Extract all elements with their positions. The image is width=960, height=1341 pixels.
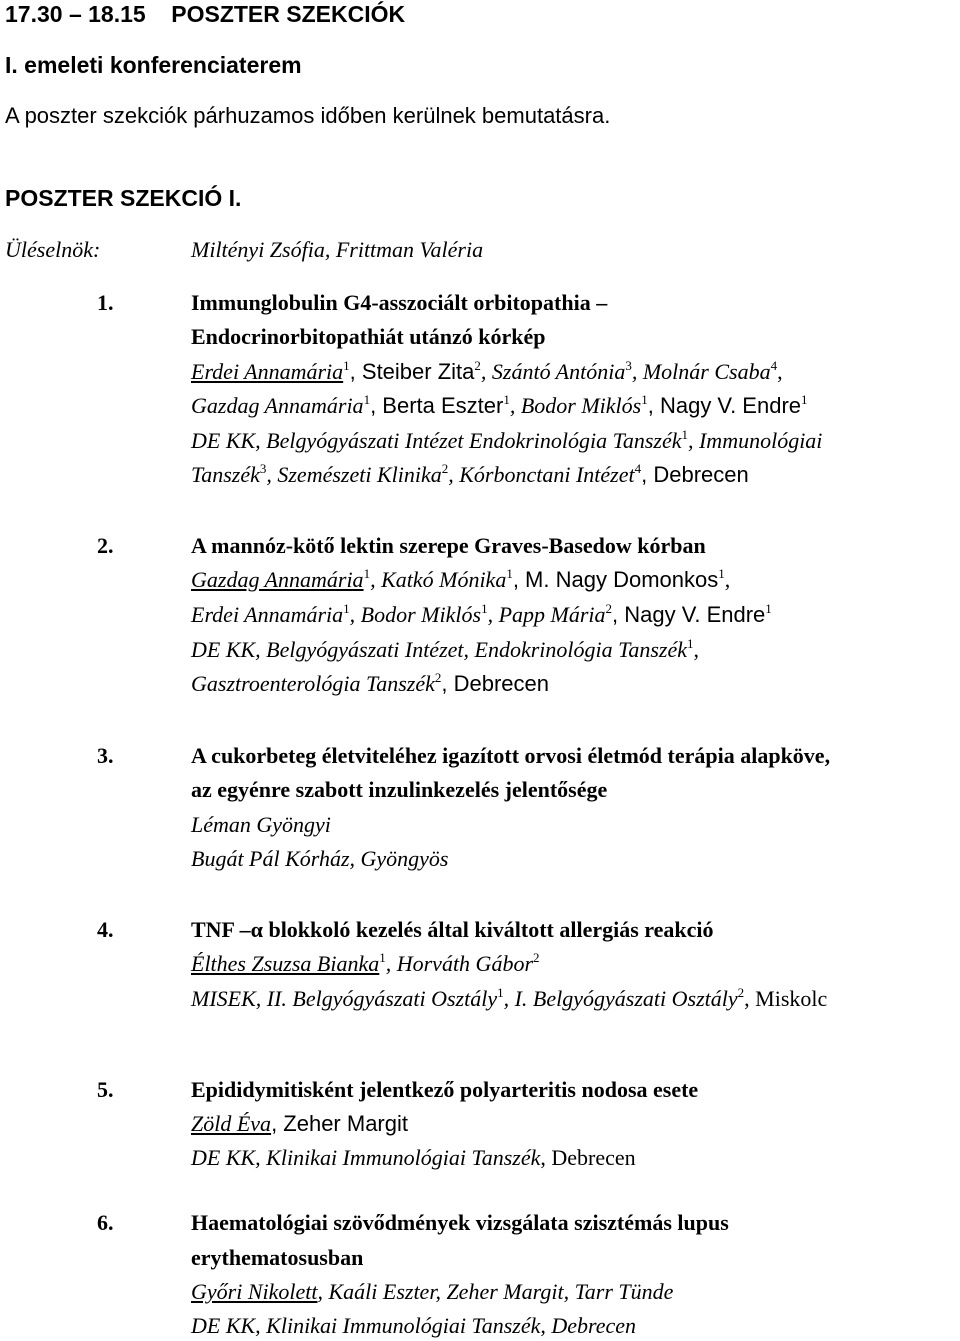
affiliation-index: 1 bbox=[363, 566, 371, 581]
text-segment: , Debrecen bbox=[540, 1145, 636, 1170]
text-segment: Tanszék bbox=[191, 462, 260, 487]
poster-authors bbox=[191, 601, 772, 627]
affiliation-index: 1 bbox=[681, 427, 688, 442]
affiliation-index: 1 bbox=[363, 392, 371, 407]
session-time-title bbox=[5, 3, 405, 26]
poster-authors bbox=[191, 1281, 673, 1303]
affiliation-index: 1 bbox=[497, 985, 504, 1000]
text-segment: , bbox=[693, 637, 699, 662]
poster-institution bbox=[191, 670, 549, 696]
poster-title: A cukorbeteg életviteléhez igazított orvosi életmód terápia alapköve, bbox=[191, 743, 831, 768]
text-segment: , Bodor Miklós bbox=[509, 393, 642, 418]
poster-institution bbox=[191, 636, 699, 662]
affiliation-index: 1 bbox=[686, 636, 694, 651]
poster-authors bbox=[191, 950, 540, 976]
poster-number: 3. bbox=[97, 743, 114, 768]
venue: I. emeleti konferenciaterem bbox=[5, 52, 302, 78]
affiliation-index: 2 bbox=[441, 461, 449, 476]
poster-authors bbox=[191, 1113, 408, 1135]
text-segment: , Szemészeti Klinika bbox=[266, 462, 442, 487]
text-segment: , Bodor Miklós bbox=[349, 602, 482, 627]
affiliation-index: 2 bbox=[474, 358, 481, 373]
poster-institution bbox=[191, 985, 828, 1011]
poster-institution bbox=[191, 1147, 636, 1169]
poster-institution: Bugát Pál Kórház, Gyöngyös bbox=[191, 846, 449, 871]
text-segment: , Katkó Mónika bbox=[370, 567, 507, 592]
text-segment: , Kórbonctani Intézet bbox=[448, 462, 635, 487]
poster-authors bbox=[191, 358, 783, 384]
poster-number: 1. bbox=[97, 290, 114, 315]
poster-title: Endocrinorbitopathiát utánzó kórkép bbox=[191, 324, 546, 349]
affiliation-index: 2 bbox=[434, 670, 442, 685]
text-segment: , Berta Eszter bbox=[370, 393, 504, 418]
affiliation-index: 1 bbox=[718, 566, 725, 581]
chairs-label: Üléselnök: bbox=[5, 237, 101, 262]
text-segment: , Debrecen bbox=[441, 671, 549, 696]
affiliation-index: 2 bbox=[533, 950, 540, 965]
text-segment: DE KK, Klinikai Immunológiai Tanszék bbox=[191, 1145, 541, 1170]
poster-title: Haematológiai szövődmények vizsgálata szisztémás lupus bbox=[191, 1210, 729, 1235]
text-segment: , M. Nagy Domonkos bbox=[512, 567, 719, 592]
affiliation-index: 1 bbox=[503, 392, 510, 407]
text-segment: , Steiber Zita bbox=[349, 359, 475, 384]
text-segment: , Nagy V. Endre bbox=[647, 393, 802, 418]
affiliation-index: 1 bbox=[343, 358, 350, 373]
text-segment: , Kaáli Eszter, Zeher Margit, Tarr Tünde bbox=[317, 1279, 674, 1304]
affiliation-index: 1 bbox=[379, 950, 386, 965]
text-segment: , bbox=[724, 567, 731, 592]
text-segment: Erdei Annamária bbox=[191, 602, 344, 627]
poster-institution: DE KK, Klinikai Immunológiai Tanszék, Debrecen bbox=[191, 1313, 637, 1338]
text-segment: Gazdag Annamária bbox=[191, 393, 364, 418]
presenting-author: Zöld Éva bbox=[191, 1111, 272, 1136]
text-segment: DE KK, Belgyógyászati Intézet, Endokrinológia Tanszék bbox=[191, 637, 687, 662]
affiliation-index: 3 bbox=[625, 358, 632, 373]
text-segment: , Nagy V. Endre bbox=[612, 602, 766, 627]
affiliation-index: 2 bbox=[605, 601, 613, 616]
affiliation-index: 2 bbox=[737, 985, 745, 1000]
poster-title: TNF –α blokkoló kezelés által kiváltott allergiás reakció bbox=[191, 917, 714, 942]
affiliation-index: 4 bbox=[634, 461, 642, 476]
affiliation-index: 3 bbox=[259, 461, 267, 476]
poster-authors bbox=[191, 392, 808, 418]
text-segment: DE KK, Belgyógyászati Intézet Endokrinológia Tanszék bbox=[191, 428, 682, 453]
affiliation-index: 1 bbox=[765, 601, 772, 616]
poster-title: az egyénre szabott inzulinkezelés jelentősége bbox=[191, 777, 608, 802]
text-segment: MISEK, II. Belgyógyászati Osztály bbox=[191, 986, 498, 1011]
poster-number: 4. bbox=[97, 917, 114, 942]
presenting-author: Gazdag Annamária bbox=[191, 567, 364, 592]
text-segment: , I. Belgyógyászati Osztály bbox=[503, 986, 738, 1011]
affiliation-index: 1 bbox=[481, 601, 488, 616]
poster-authors bbox=[191, 566, 731, 592]
text-segment: , bbox=[777, 359, 783, 384]
affiliation-index: 4 bbox=[770, 358, 778, 373]
text-segment: , Zeher Margit bbox=[271, 1111, 408, 1136]
session-note: A poszter szekciók párhuzamos időben kerülnek bemutatásra. bbox=[5, 103, 611, 128]
text-segment: , Papp Mária bbox=[487, 602, 606, 627]
poster-title: erythematosusban bbox=[191, 1245, 364, 1270]
text-segment: , Debrecen bbox=[641, 462, 749, 487]
text-segment: , Miskolc bbox=[744, 986, 828, 1011]
session-title: POSZTER SZEKCIÓK bbox=[171, 1, 406, 27]
poster-institution bbox=[191, 461, 749, 487]
poster-authors: Léman Gyöngyi bbox=[191, 812, 331, 837]
poster-number: 5. bbox=[97, 1077, 114, 1102]
chairs: Miltényi Zsófia, Frittman Valéria bbox=[191, 237, 484, 262]
text-segment: Gasztroenterológia Tanszék bbox=[191, 671, 435, 696]
text-segment: , Molnár Csaba bbox=[631, 359, 771, 384]
presenting-author: Élthes Zsuzsa Bianka bbox=[191, 951, 380, 976]
presenting-author: Győri Nikolett bbox=[191, 1279, 318, 1304]
poster-title: Epididymitisként jelentkező polyarteritis nodosa esete bbox=[191, 1077, 699, 1102]
poster-number: 6. bbox=[97, 1210, 114, 1235]
poster-institution bbox=[191, 427, 823, 453]
section-title: POSZTER SZEKCIÓ I. bbox=[5, 185, 242, 211]
text-segment: , Horváth Gábor bbox=[385, 951, 534, 976]
affiliation-index: 1 bbox=[343, 601, 350, 616]
poster-number: 2. bbox=[97, 533, 114, 558]
text-segment: , Szántó Antónia bbox=[480, 359, 626, 384]
presenting-author: Erdei Annamária bbox=[191, 359, 344, 384]
affiliation-index: 1 bbox=[641, 392, 648, 407]
session-time: 17.30 – 18.15 bbox=[5, 1, 146, 27]
poster-title: A mannóz-kötő lektin szerepe Graves-Basedow kórban bbox=[191, 533, 706, 558]
text-segment: , Immunológiai bbox=[687, 428, 823, 453]
poster-title: Immunglobulin G4-asszociált orbitopathia – bbox=[191, 290, 608, 315]
affiliation-index: 1 bbox=[801, 392, 808, 407]
affiliation-index: 1 bbox=[506, 566, 513, 581]
